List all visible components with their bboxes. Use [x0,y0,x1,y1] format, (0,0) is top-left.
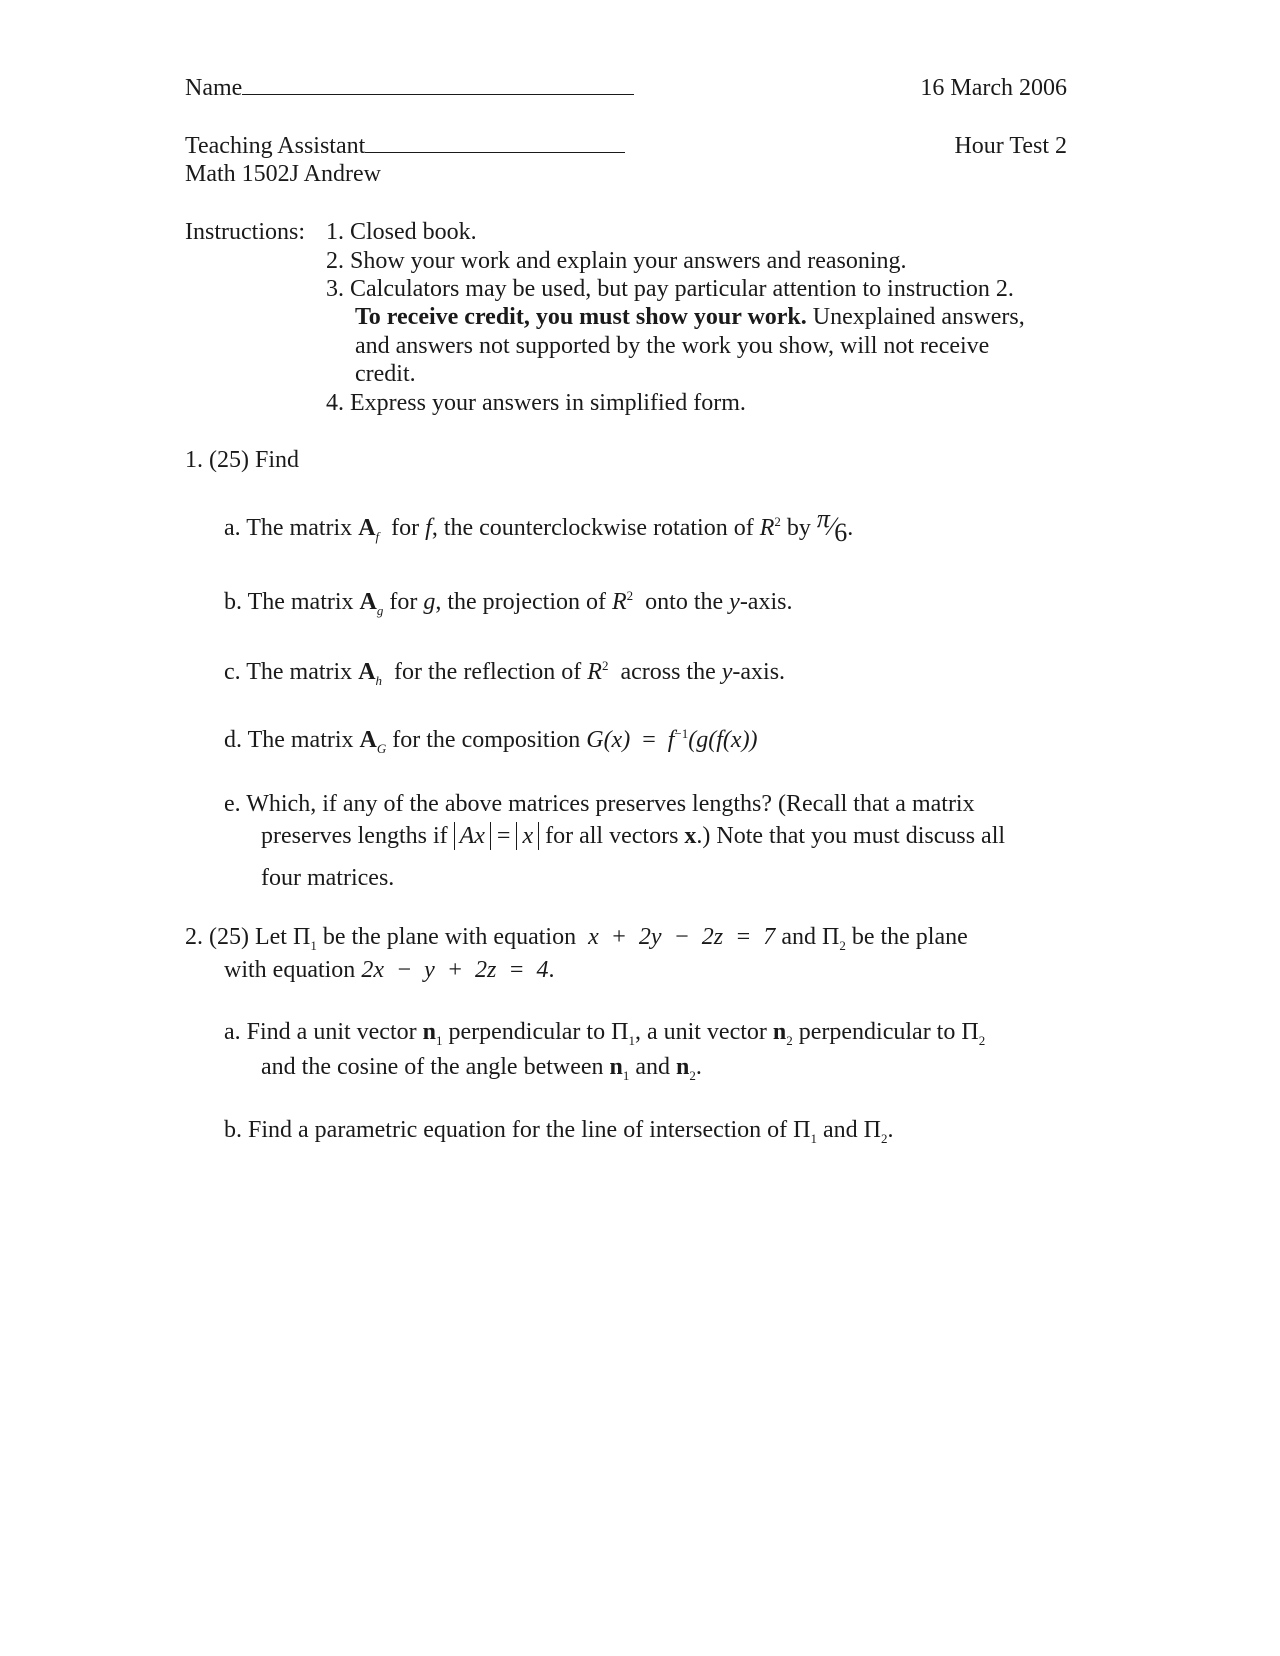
instruction-3-bold: To receive credit, you must show your work. [355,304,807,330]
q1e-line2: preserves lengths if Ax = x for all vectors x.) Note that you must discuss all [261,823,1006,849]
name-blank[interactable] [242,94,634,95]
date: 16 March 2006 [920,75,1067,101]
q1e-line3: four matrices. [261,865,395,891]
instructions-label: Instructions: [185,219,305,245]
q2-line1: 2. (25) Let $\Pi_1$ be the plane with equation x + 2y − 2z = 7 and $\Pi_2$ be the plane [185,924,968,953]
instruction-2: 2. Show your work and explain your answers and reasoning. [326,248,907,274]
instruction-3-line3: credit. [355,361,416,387]
q1d: d. The matrix $A_G$ for the composition $G(x) = f^{-1}(g(f(x))$ [224,726,758,756]
norm-x: x [516,822,539,850]
q2-line2: with equation 2x − y + 2z = 4. [224,957,555,983]
instruction-4: 4. Express your answers in simplified form. [326,390,746,416]
ta-field[interactable] [185,134,625,158]
instruction-3-rest: Unexplained answers, [812,304,1025,330]
ta-blank[interactable] [365,152,625,153]
instruction-1: 1. Closed book. [326,219,477,245]
q2a-line2: and the cosine of the angle between $n_1$ and $n_2$. [261,1054,702,1083]
instruction-3-line2: and answers not supported by the work you show, will not receive [355,333,990,359]
ta-label: Teaching Assistant [185,133,366,159]
q2b: b. Find a parametric equation for the line of intersection of $\Pi_1$ and $\Pi_2$. [224,1117,894,1146]
q1b: b. The matrix $A_g$ for g, the projection of $R^2$ onto the y-axis. [224,588,793,618]
q1e-line1: e. Which, if any of the above matrices preserves lengths? (Recall that a matrix [224,791,975,817]
plane-2-equation: 2x − y + 2z = 4 [361,957,549,983]
instruction-3: 3. Calculators may be used, but pay particular attention to instruction 2. [326,276,1014,302]
plane-1-equation: x + 2y − 2z = 7 [588,924,776,950]
q1c: c. The matrix $A_h$ for the reflection of $R^2$ across the y-axis. [224,658,786,688]
name-field[interactable] [185,76,634,100]
norm-Ax: Ax [454,822,491,850]
pi-over-6: π⁄6 [816,504,848,547]
q2a-line1: a. Find a unit vector $n_1$ perpendicular to $\Pi_1$, a unit vector $n_2$ perpendicular to $\Pi_2$ [224,1019,986,1048]
course: Math 1502J Andrew [185,161,381,187]
instruction-3-cont [355,305,1025,329]
q1a: a. The matrix $A_f$ for f, the counterclockwise rotation of $R^2$ by π⁄6. [224,504,854,547]
test-title: Hour Test 2 [954,133,1067,159]
name-label: Name [185,75,243,101]
q1-title: 1. (25) Find [185,447,299,473]
